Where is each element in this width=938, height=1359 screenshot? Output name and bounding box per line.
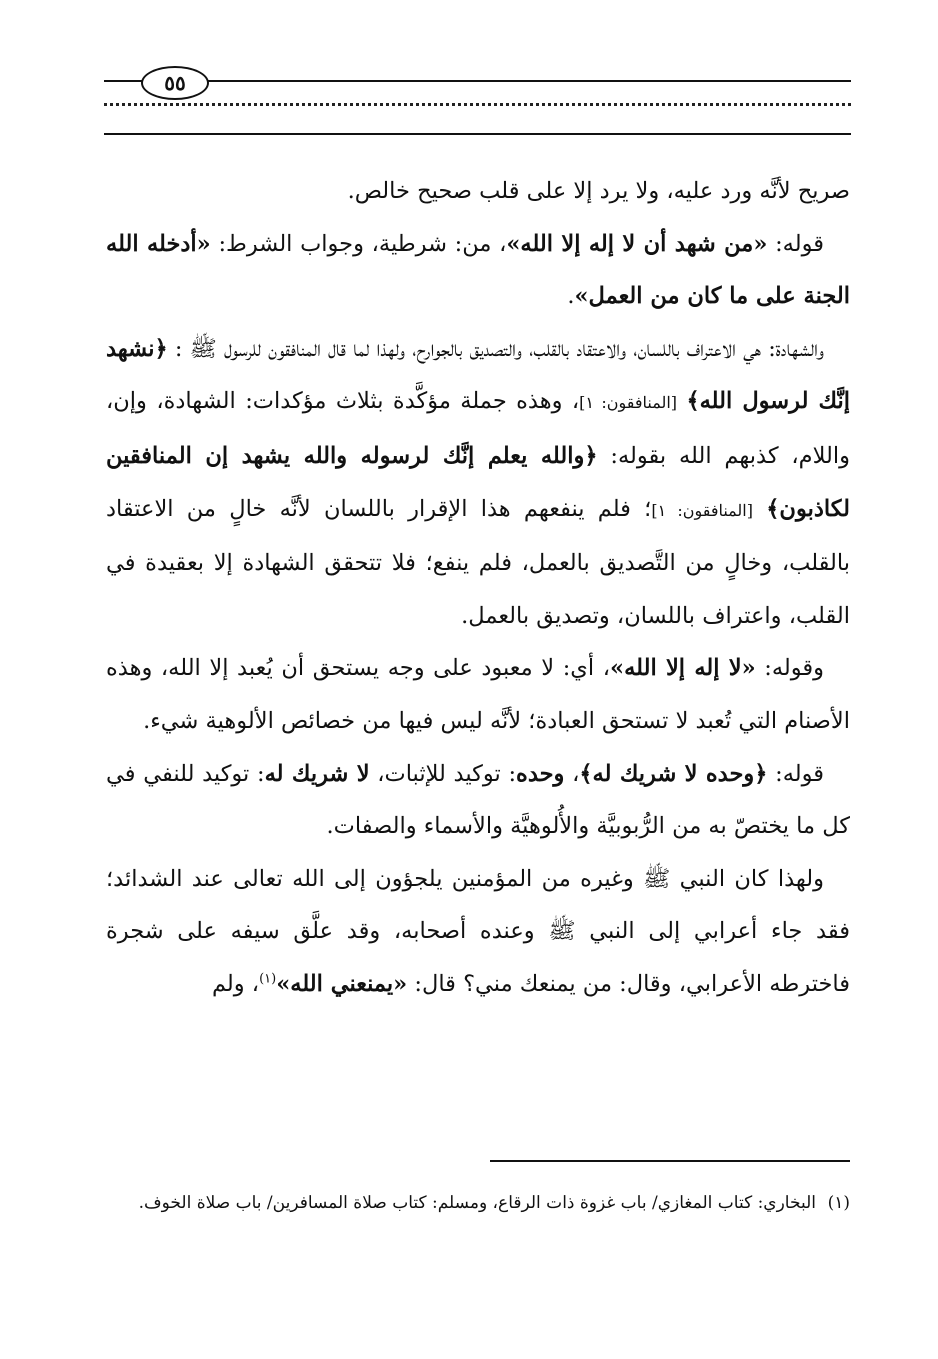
text-segment: : توكيد للنفي في كل ما يختصّ به من الرُّبوبيَّة والأُلوهيَّة والأسماء والصفات. — [106, 760, 850, 840]
text-segment: والشهادة: هي الاعتراف باللسان، والاعتقاد بالقلب، والتصديق بالجوارح، ولهذا لما قال المنافقون للرسول ﷺ : — [167, 335, 824, 362]
citation: [المنافقون: ١] — [579, 393, 678, 413]
page-number-badge — [141, 66, 209, 100]
paragraph-p6 — [106, 853, 850, 1011]
footnote-ref: (١) — [259, 971, 277, 987]
text-segment: ، — [564, 760, 580, 787]
text-segment: قوله: — [767, 230, 824, 257]
text-segment: ولهذا كان النبي ﷺ وغيره من المؤمنين يلجؤون إلى الله تعالى عند الشدائد؛ فقد جاء أعرابي إلى النبي ﷺ وعنده أصحابه، وقد علَّق سيفه على شجرة فاخترطه الأعرابي، وقال: من يمنعك مني؟ قال: — [106, 865, 850, 997]
text-segment: قوله: — [767, 760, 824, 787]
quoted-text: لا شريك له — [264, 760, 370, 787]
text-segment: ، وهذه جملة مؤكَّدة بثلاث مؤكدات: الشهادة، وإن، واللام، كذبهم الله بقوله: — [106, 388, 850, 469]
paragraph-p5 — [106, 748, 850, 853]
footnote-number: (١) — [827, 1193, 850, 1213]
text-segment: . — [567, 283, 575, 310]
quoted-text: ﴿والله يعلم إنَّك لرسوله والله يشهد إن المنافقين لكاذبون﴾ — [106, 442, 850, 522]
footnote — [106, 1186, 850, 1220]
citation: [المنافقون: ١] — [651, 500, 753, 520]
text-segment: ، ولم — [211, 970, 260, 997]
footnote-separator — [490, 1160, 850, 1162]
paragraph-p2 — [106, 218, 850, 323]
quoted-text: «من شهد أن لا إله إلا الله» — [506, 230, 768, 257]
quoted-text: «يمنعني الله» — [276, 970, 408, 997]
header-rule-bottom — [104, 133, 851, 135]
text-segment: وقوله: — [755, 655, 824, 682]
quoted-text: ﴿وحده لا شريك له﴾ — [579, 760, 768, 787]
text-segment: : توكيد للإثبات، — [369, 760, 517, 787]
text-segment: ، من: شرطية، وجواب الشرط: — [210, 230, 507, 257]
quoted-text: وحده — [516, 760, 565, 787]
text-segment: صريح لأنَّه ورد عليه، ولا يرد إلا على قلب صحيح خالص. — [347, 178, 850, 204]
header-dotted-rule — [104, 103, 851, 106]
footnote-text: البخاري: كتاب المغازي/ باب غزوة ذات الرقاع، ومسلم: كتاب صلاة المسافرين/ باب صلاة الخوف. — [138, 1193, 816, 1213]
main-text — [106, 165, 850, 1011]
paragraph-p3 — [106, 323, 850, 643]
header-rule-top — [104, 80, 851, 82]
text-segment: ، أي: لا معبود على وجه يستحق أن يُعبد إلا الله، وهذه الأصنام التي تُعبد لا تستحق العبادة؛ لأنَّه ليس فيها من خصائص الألوهية شيء. — [106, 655, 850, 734]
text-segment — [753, 496, 766, 522]
quoted-text: «أدخله الله الجنة على ما كان من العمل» — [106, 230, 850, 310]
text-segment: ؛ فلم ينفعهم هذا الإقرار باللسان لأنَّه خالٍ من الاعتقاد بالقلب، وخالٍ من التَّصديق بالعمل، فلم ينفع؛ فلا تتحقق الشهادة إلا بعقيدة في القلب، واعتراف باللسان، وتصديق بالعمل. — [106, 495, 850, 629]
paragraph-p4 — [106, 642, 850, 747]
quoted-text: «لا إله إلا الله» — [610, 655, 756, 682]
quoted-text: ﴿نشهد إنَّك لرسول الله﴾ — [106, 335, 850, 415]
paragraph-p1 — [106, 165, 850, 218]
page-number: ٥٥ — [164, 71, 186, 95]
